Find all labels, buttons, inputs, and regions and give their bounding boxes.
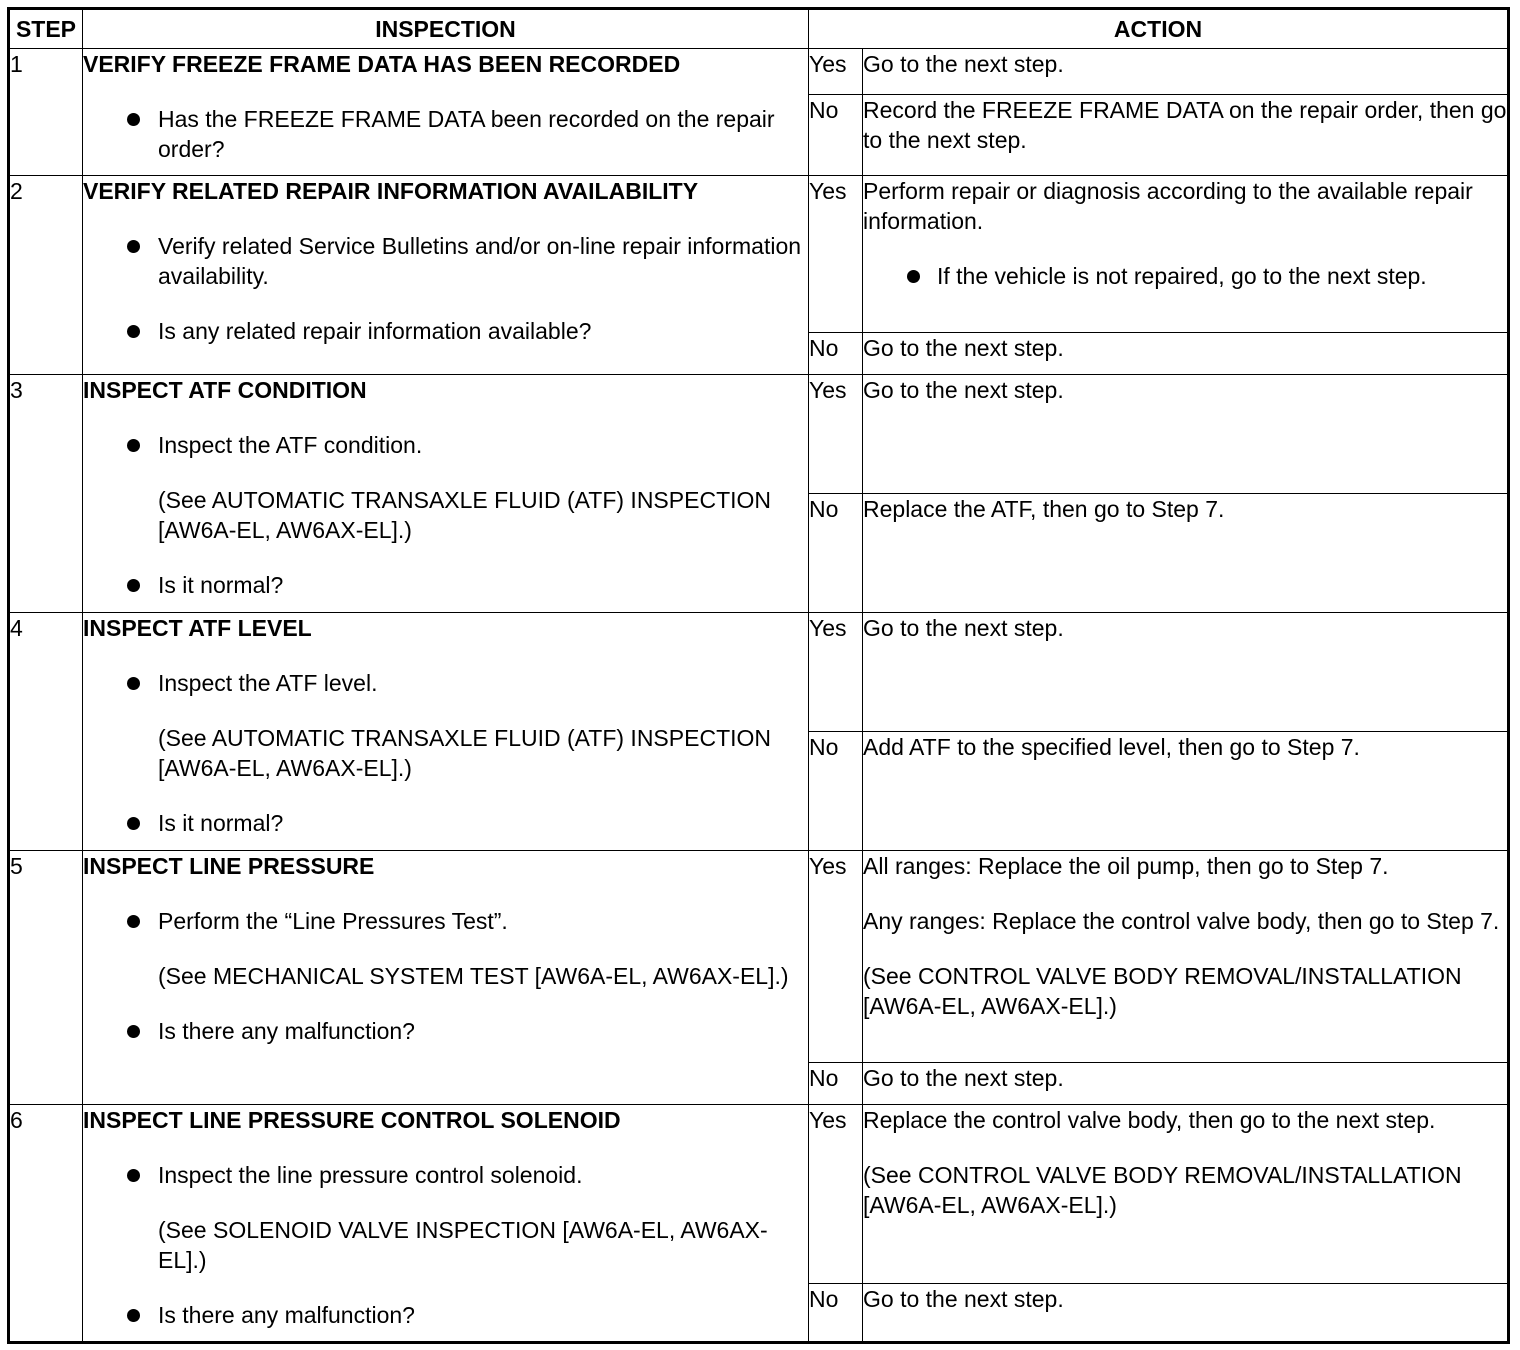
step-2-inspection [83,176,809,375]
action-reference: (See CONTROL VALVE BODY REMOVAL/INSTALLATION [AW6A-EL, AW6AX-EL].) [863,963,1462,1019]
no-label: No [809,333,863,375]
step-1-yes-row [9,49,1509,95]
step-3-inspection [83,375,809,613]
inspection-question: Is it normal? [83,808,808,838]
header-inspection: INSPECTION [83,9,809,49]
action-text: All ranges: Replace the oil pump, then go to Step 7. [863,853,1389,879]
action-text: Go to the next step. [863,615,1064,641]
action-text: Go to the next step. [863,1286,1064,1312]
inspection-title: INSPECT LINE PRESSURE CONTROL SOLENOID [83,1107,621,1133]
action-text: Record the FREEZE FRAME DATA on the repair order, then go to the next step. [863,97,1507,153]
no-label: No [809,95,863,176]
action-bullet: If the vehicle is not repaired, go to the next step. [863,261,1507,291]
inspection-reference: (See SOLENOID VALVE INSPECTION [AW6A-EL, AW6AX-EL].) [158,1217,768,1273]
action-text: Replace the ATF, then go to Step 7. [863,496,1225,522]
inspection-bullet: Verify related Service Bulletins and/or on-line repair information availability. [83,231,808,291]
inspection-title: INSPECT ATF CONDITION [83,377,367,403]
inspection-title: VERIFY RELATED REPAIR INFORMATION AVAILABILITY [83,178,699,204]
inspection-bullet: Perform the “Line Pressures Test”. [83,906,808,936]
step-3-yes-action [863,375,1509,494]
step-3-yes-row [9,375,1509,494]
step-5-inspection [83,851,809,1105]
step-1-inspection [83,49,809,176]
header-step: STEP [9,9,83,49]
diagnostic-procedure-table [7,7,1510,1344]
no-label: No [809,732,863,851]
header-row [9,9,1509,49]
inspection-question: Is there any malfunction? [83,1016,808,1046]
step-4-no-action [863,732,1509,851]
step-1-no-action [863,95,1509,176]
yes-label: Yes [809,375,863,494]
step-6-no-action [863,1284,1509,1343]
action-text: Go to the next step. [863,335,1064,361]
yes-label: Yes [809,49,863,95]
inspection-bullet: Inspect the ATF condition. [83,430,808,460]
step-4-inspection [83,613,809,851]
step-5-no-action [863,1063,1509,1105]
step-6-yes-row [9,1105,1509,1284]
inspection-reference: (See AUTOMATIC TRANSAXLE FLUID (ATF) INSPECTION [AW6A-EL, AW6AX-EL].) [158,487,772,543]
action-text: Perform repair or diagnosis according to the available repair information. [863,178,1473,234]
action-text: Any ranges: Replace the control valve body, then go to Step 7. [863,908,1500,934]
yes-label: Yes [809,613,863,732]
action-text: Go to the next step. [863,1065,1064,1091]
inspection-question: Is any related repair information available? [83,316,808,346]
step-6-yes-action [863,1105,1509,1284]
yes-label: Yes [809,851,863,1063]
inspection-title: INSPECT LINE PRESSURE [83,853,375,879]
inspection-question: Is there any malfunction? [83,1300,808,1330]
action-text: Go to the next step. [863,377,1064,403]
step-number: 1 [9,49,83,176]
step-2-yes-action [863,176,1509,333]
header-action: ACTION [809,9,1509,49]
step-number: 2 [9,176,83,375]
step-5-yes-action [863,851,1509,1063]
no-label: No [809,1063,863,1105]
inspection-title: INSPECT ATF LEVEL [83,615,312,641]
inspection-bullet: Inspect the ATF level. [83,668,808,698]
step-4-yes-action [863,613,1509,732]
no-label: No [809,494,863,613]
yes-label: Yes [809,176,863,333]
step-number: 3 [9,375,83,613]
inspection-question: Is it normal? [83,570,808,600]
inspection-title: VERIFY FREEZE FRAME DATA HAS BEEN RECORDED [83,51,681,77]
inspection-reference: (See MECHANICAL SYSTEM TEST [AW6A-EL, AW6AX-EL].) [158,963,789,989]
action-text: Go to the next step. [863,51,1064,77]
yes-label: Yes [809,1105,863,1284]
inspection-bullet: Has the FREEZE FRAME DATA been recorded on the repair order? [83,104,808,164]
no-label: No [809,1284,863,1343]
action-text: Add ATF to the specified level, then go to Step 7. [863,734,1360,760]
step-number: 6 [9,1105,83,1343]
step-5-yes-row [9,851,1509,1063]
step-6-inspection [83,1105,809,1343]
step-4-yes-row [9,613,1509,732]
step-number: 4 [9,613,83,851]
step-number: 5 [9,851,83,1105]
step-3-no-action [863,494,1509,613]
action-reference: (See CONTROL VALVE BODY REMOVAL/INSTALLATION [AW6A-EL, AW6AX-EL].) [863,1162,1462,1218]
step-1-yes-action [863,49,1509,95]
inspection-reference: (See AUTOMATIC TRANSAXLE FLUID (ATF) INSPECTION [AW6A-EL, AW6AX-EL].) [158,725,772,781]
step-2-no-action [863,333,1509,375]
action-text: Replace the control valve body, then go to the next step. [863,1107,1436,1133]
inspection-bullet: Inspect the line pressure control solenoid. [83,1160,808,1190]
step-2-yes-row [9,176,1509,333]
